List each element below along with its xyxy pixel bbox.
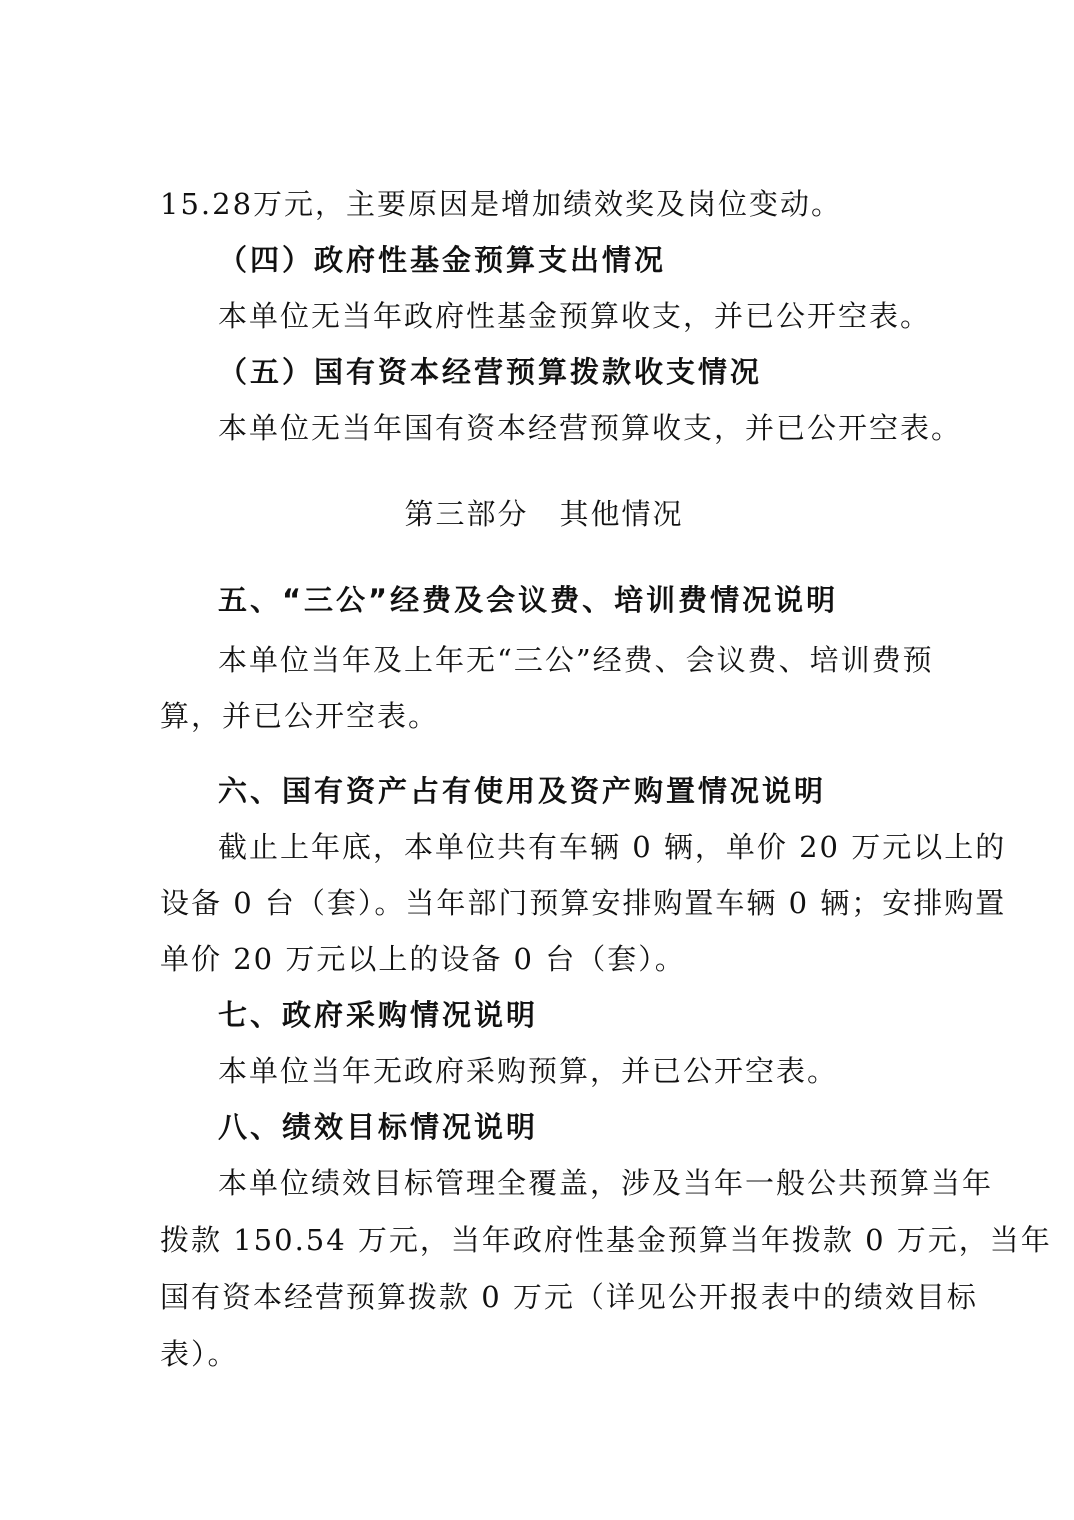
paragraph-line: 本单位当年及上年无“三公”经费、会议费、培训费预 bbox=[218, 643, 934, 677]
subsection-heading-5: （五）国有资本经营预算拨款收支情况 bbox=[218, 355, 763, 389]
subsection-heading-4: （四）政府性基金预算支出情况 bbox=[218, 243, 667, 277]
paragraph-line: 15.28万元，主要原因是增加绩效奖及岗位变动。 bbox=[160, 187, 843, 221]
paragraph-line: 单价 20 万元以上的设备 0 台（套）。 bbox=[160, 942, 686, 976]
paragraph-line: 本单位无当年国有资本经营预算收支，并已公开空表。 bbox=[218, 411, 963, 445]
paragraph-line: 设备 0 台（套）。当年部门预算安排购置车辆 0 辆；安排购置 bbox=[160, 886, 1007, 920]
section-heading-5: 五、“三公”经费及会议费、培训费情况说明 bbox=[218, 583, 839, 617]
paragraph-line: 表）。 bbox=[160, 1337, 239, 1371]
paragraph-line: 本单位绩效目标管理全覆盖，涉及当年一般公共预算当年 bbox=[218, 1166, 994, 1200]
document-page bbox=[160, 0, 1052, 1520]
section-heading-7: 七、政府采购情况说明 bbox=[218, 998, 539, 1032]
part-title: 第三部分 其他情况 bbox=[404, 497, 684, 531]
paragraph-line: 本单位无当年政府性基金预算收支，并已公开空表。 bbox=[218, 299, 932, 333]
paragraph-line: 拨款 150.54 万元，当年政府性基金预算当年拨款 0 万元，当年 bbox=[160, 1223, 1052, 1257]
paragraph-line: 截止上年底，本单位共有车辆 0 辆，单价 20 万元以上的 bbox=[218, 830, 1007, 864]
paragraph-line: 算，并已公开空表。 bbox=[160, 699, 440, 733]
section-heading-8: 八、绩效目标情况说明 bbox=[218, 1110, 539, 1144]
paragraph-line: 国有资本经营预算拨款 0 万元（详见公开报表中的绩效目标 bbox=[160, 1280, 978, 1314]
paragraph-line: 本单位当年无政府采购预算，并已公开空表。 bbox=[218, 1054, 839, 1088]
section-heading-6: 六、国有资产占有使用及资产购置情况说明 bbox=[218, 774, 827, 808]
